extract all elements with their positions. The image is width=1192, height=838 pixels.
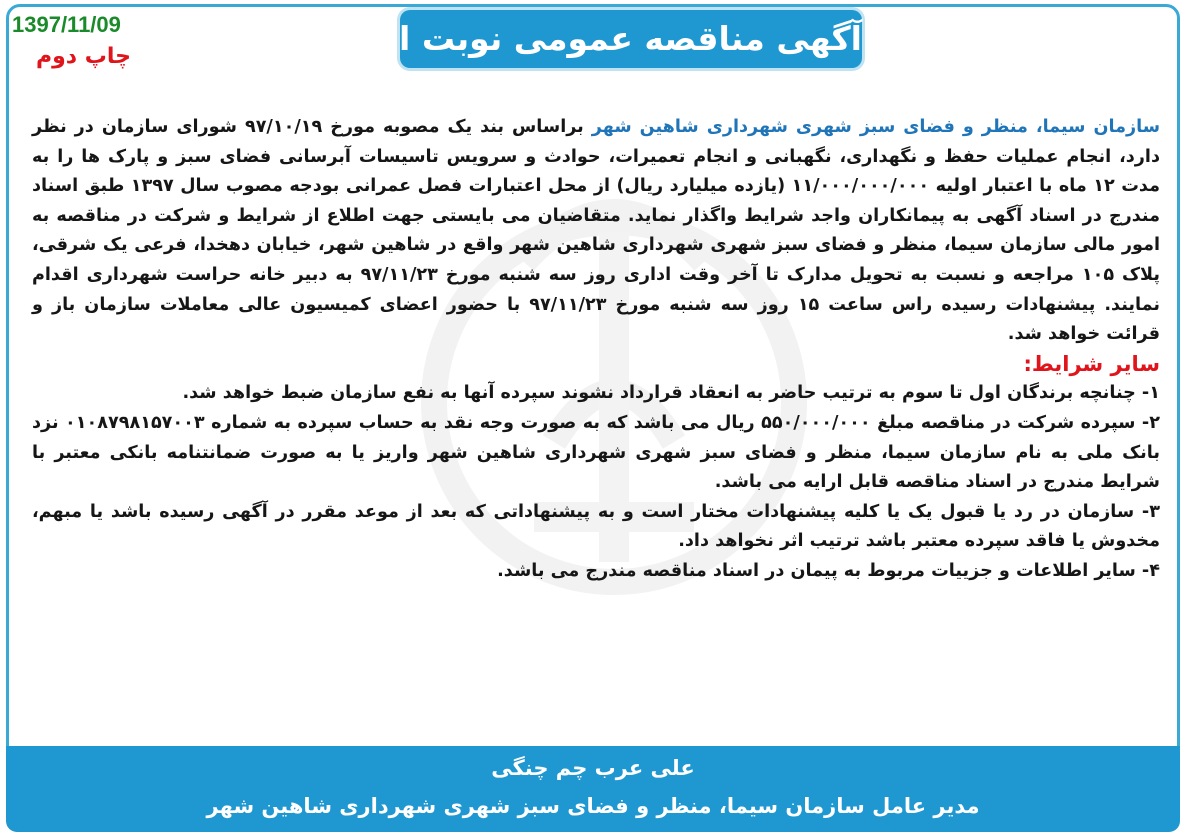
edition-label: چاپ دوم: [36, 44, 131, 69]
condition-item: ۴- سایر اطلاعات و جزییات مربوط به پیمان در اسناد مناقصه مندرج می باشد.: [497, 560, 1160, 581]
intro-text: براساس بند یک مصوبه مورخ ۹۷/۱۰/۱۹ شورای سازمان در نظر دارد، انجام عملیات حفظ و نگهداری، نگهبانی و انجام تعمیرات، حوادث و سرویس تاسیسات آبرسانی فضای سبز و پارک ها را به مدت ۱۲ ماه با اعتبار اولیه ۱۱/۰۰۰/۰۰۰/۰۰۰ (یازده میلیارد ریال) از محل اعتبارات فصل عمرانی بودجه مصوب سال ۱۳۹۷ طبق اسناد مندرج در اسناد آگهی به پیمانکاران واجد شرایط واگذار نماید. متقاضیان می بایستی جهت اطلاع از شرایط و شرکت در مناقصه به امور مالی سازمان سیما، منظر و فضای سبز شهری شهرداری شاهین شهر واقع در شاهین شهر، خیابان دهخدا، فرعی یک شرقی، پلاک ۱۰۵ مراجعه و نسبت به تحویل مدارک تا آخر وقت اداری روز سه شنبه مورخ ۹۷/۱۱/۲۳ به دبیر خانه حراست شهرداری اقدام نمایند. پیشنهادات رسیده راس ساعت ۱۵ روز سه شنبه مورخ ۹۷/۱۱/۲۳ با حضور اعضای کمیسیون عالی معاملات سازمان باز و قرائت خواهد شد.: [32, 117, 1161, 345]
condition-item: ۲- سپرده شرکت در مناقصه مبلغ ۵۵۰/۰۰۰/۰۰۰ ریال می باشد که به صورت وجه نقد به حساب سپرده به شماره ۰۱۰۸۷۹۸۱۵۷۰۰۳ نزد بانک ملی به نام سازمان سیما، منظر و فضای سبز شهری شهرداری شاهین شهر واریز یا به صورت ضمانتنامه بانکی معتبر با شرایط مندرج در اسناد مناقصه قابل ارایه می باشد.: [32, 412, 1160, 493]
intro-paragraph: [32, 113, 1160, 350]
signatory-name: علی عرب چم چنگی: [491, 756, 695, 780]
signature-block: [6, 746, 1180, 832]
notice-body: [32, 113, 1160, 587]
organization-name: سازمان سیما، منظر و فضای سبز شهری شهرداری شاهین شهر: [591, 117, 1160, 137]
condition-item: ۱- چنانچه برندگان اول تا سوم به ترتیب حاضر به انعقاد قرارداد نشوند سپرده آنها به نفع سازمان ضبط خواهد شد.: [182, 383, 1160, 404]
condition-item: ۳- سازمان در رد یا قبول یک یا کلیه پیشنهادات مختار است و به پیشنهاداتی که بعد از موعد مقرر در آگهی رسیده باشد یا مبهم، مخدوش یا فاقد سپرده معتبر باشد ترتیب اثر نخواهد داد.: [32, 501, 1160, 552]
signatory-title: مدیر عامل سازمان سیما، منظر و فضای سبز شهری شهرداری شاهین شهر: [206, 794, 980, 818]
publish-date: 1397/11/09: [12, 12, 121, 37]
conditions-title: سایر شرایط:: [1023, 351, 1160, 376]
notice-title: آگهی مناقصه عمومی نوبت اول: [400, 10, 862, 68]
